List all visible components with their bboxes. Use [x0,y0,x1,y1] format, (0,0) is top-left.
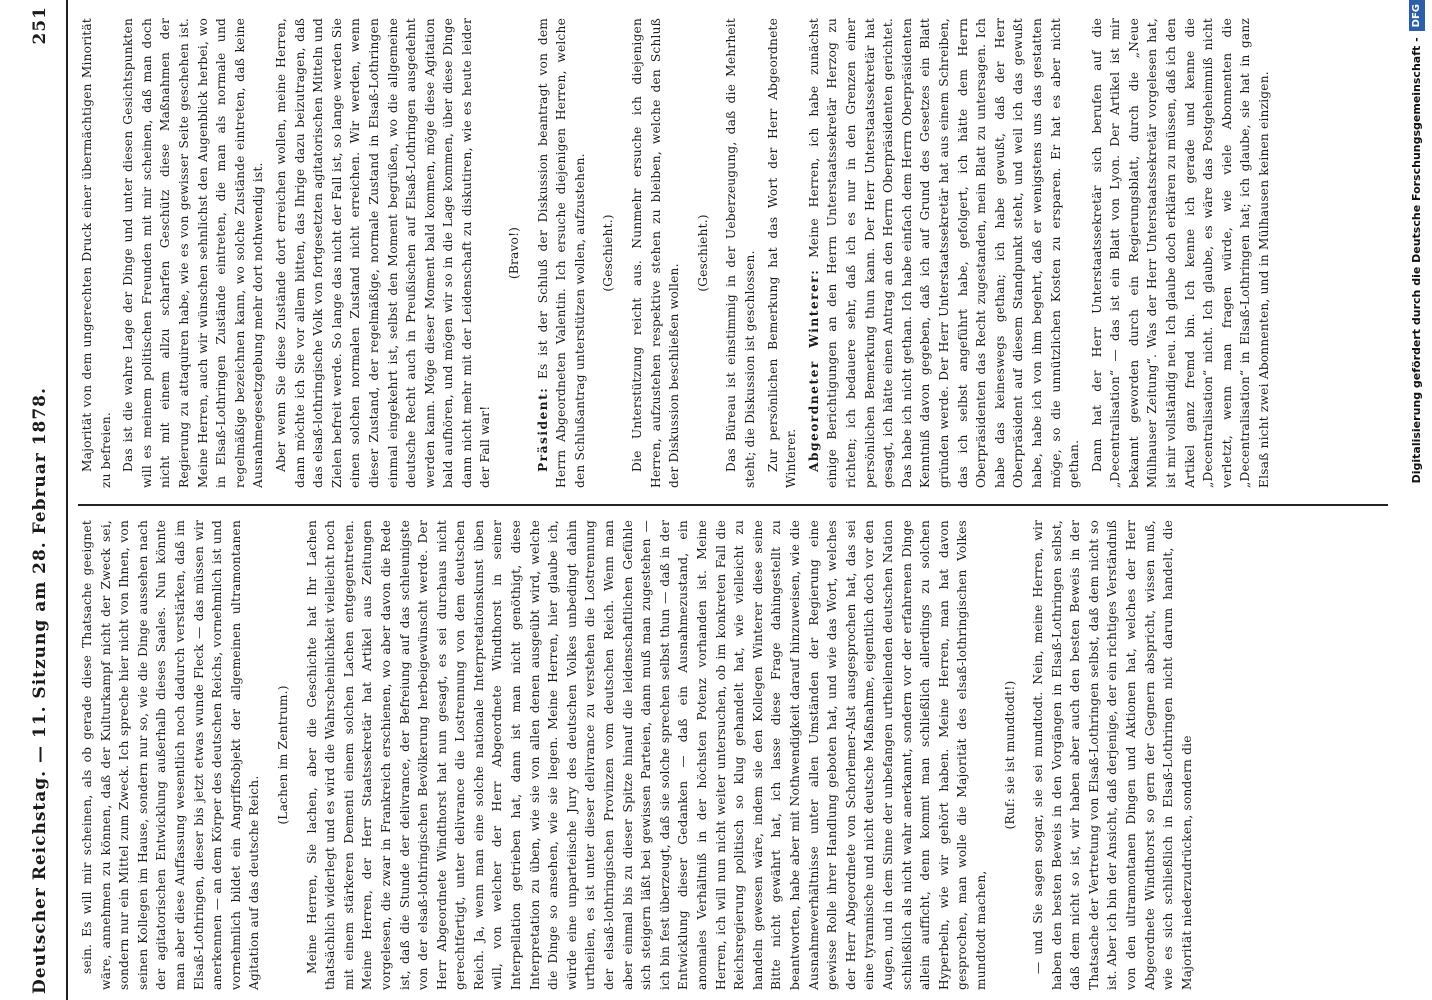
credit-text: Digitalisierung gefördert durch die Deutsche Forschungsgemeinschaft - [1410,37,1423,484]
paragraph: — und Sie sagen sogar, sie sei mundtodt. Nein, meine Herren, wir haben den besten Beweis in den Vorgängen in Elsaß-Lothringen selbst, daß dem nicht so ist, wir haben aber auch den besten Beweis in der Thatsache der Vertretung von Elsaß-Lothringen selbst, daß dem nicht so ist. Aber ich bin der Ansicht, daß derjenige, der ein richtiges Verständniß von den ultramontanen Dingen und Aktionen hat, welches der Herr Abgeordnete Windthorst so gern der Gegnern abspricht, wissen muß, wie es sich schließlich in Elsaß-Lothringen nicht darum handelt, die Majorität niederzudrücken, sondern die [1031,520,1194,990]
paragraph [534,18,590,488]
paragraph: Majorität von dem ungerechten Druck einer übermächtigen Minorität zu befreien. [80,18,113,488]
speaker-label: Präsident: [535,386,550,472]
paragraph [805,18,1084,488]
paragraph: Aber wenn Sie diese Zustände dort erreichen wollen, meine Herren, dann möchte ich Sie vor allem bitten, das Ihrige dazu beizutragen, daß das elsaß-lothringische Volk von fortgesetzten agitatorischen Mitteln und Zielen befreit werde. So lange das nicht der Fall ist, so lange werden Sie einen solchen normalen Zustand nicht erreichen. Wir werden, wenn dieser Zustand, der regelmäßige, normale Zustand in Elsaß-Lothringen einmal eingekehrt ist, selbst den Moment begrüßen, wo die allgemeine deutsche Recht auch in Preußischen auf Elsaß-Lothringen ausgedehnt werden kann. Möge dieser Moment bald kommen, möge diese Agitation bald aufhören, und mögen wir so in die Lage kommen, über diese Dinge dann nicht mehr mit der Leidenschaft zu diskutiren, wie es heute leider der Fall war! [273,18,493,488]
page-number: 251 [30,6,50,45]
stage-direction: (Lachen im Zentrum.) [275,685,290,825]
stage-direction: (Geschieht.) [695,214,710,292]
paragraph: sein. Es will mir scheinen, als ob gerade diese Thatsache geeignet wäre, annehmen zu können, daß der Kulturkampf nicht der Zweck sei, sondern nur ein Mittel zum Zweck. Ich spreche hier nicht von Ihnen, von seinen Kollegen im Hause, sondern nur so, wie die Dinge aussehen nach der agitatorischen Entwicklung außerhalb dieses Saales. Nun könnte man aber diese Auffassung wesentlich noch dadurch verstärken, daß im Elsaß-Lothringen, dieser bis jetzt etwas wunde Fleck — das müssen wir anerkennen — an dem Körper des deutschen Reichs, vornehmlich ist und vornehmlich bildet ein Angriffsobjekt der allgemeinen ultramontanen Agitation auf das deutsche Reich. [80,520,262,990]
credit-strip [1404,0,1430,1000]
column-divider [78,504,1388,506]
stage-direction: (Ruf: sie ist mundtodt!) [1002,680,1017,830]
paragraph: Das Büreau ist einstimmig in der Ueberzeugung, daß die Mehrheit steht; die Diskussion ist geschlossen. [724,18,757,488]
right-text-column [78,18,1388,488]
speaker-label: Abgeordneter Winterer: [806,268,821,472]
dfg-logo: DFG [1409,0,1425,31]
paragraph: Zur persönlichen Bemerkung hat das Wort der Herr Abgeordnete Winterer. [765,18,799,488]
running-title: Deutscher Reichstag. — 11. Sitzung am 28. Februar 1878. [30,387,50,994]
speech-text: Meine Herren, ich habe zunächst einige Berichtigungen an den Herrn Unterstaatssekretär Herzog zu richten; ich bedauere sehr, daß ich es nur in den Grenzen einer persönlichen Bemerkung thun kann. Der Herr Unterstaatssekretär hat gesagt, ich hätte einen Antrag an den Herrn Oberpräsidenten gerichtet. Das habe ich nicht gethan. Ich habe einfach dem Herrn Oberpräsidenten Kenntniß davon gegeben, daß ich auf Grund des Gesetzes ein Blatt gründen werde. Der Herr Unterstaatssekretär hat aus einem Schreiben, das ich selbst angeführt habe, gefolgert, ich hätte dem Herrn Oberpräsidenten das Recht zugestanden, mein Blatt zu untersagen. Ich habe das keineswegs gethan; ich habe gewußt, daß der Herr Oberpräsident auf diesem Standpunkt steht, und weil ich das gewußt habe, habe ich von ihm begehrt, daß er wenigstens uns das gestatten möge, so die unnützlichen Kosten zu ersparen. Er hat es aber nicht gethan. [806,18,1082,488]
stage-direction: (Geschieht.) [601,214,616,292]
stage-direction: (Bravo!) [507,226,522,280]
rotated-page-content [8,0,1398,1000]
digitization-credit [1404,0,1430,1000]
page-header [8,0,68,1000]
paragraph: Das ist die wahre Lage der Dinge und unter diesen Gesichtspunkten will es meinem politischen Freunden mit mir scheinen, daß man doch nicht mit einem allzu scharfen Geschütz diese Maßnahmen der Regierung zu attaquiren habe, wie es von gewisser Seite geschehen ist. Meine Herren, auch wir wünschen sehnlichst den Augenblick herbei, wo in Elsaß-Lothringen Zustände eintreten, die man als normale und regelmäßige bezeichnen kann, wo solche Zustände eintreten, daß keine Ausnahmegesetzgebung mehr dort nothwendig ist. [121,18,266,488]
paragraph: Dann hat der Herr Unterstaatssekretär sich berufen auf die „Decentralisation“ — das ist ein Blatt von Lyon. Der Artikel ist mir bekannt geworden durch ein Regierungsblatt, durch die „Neue Mülhauser Zeitung“. Was der Herr Unterstaatssekretär vorgelesen hat, ist mir vollständig neu. Ich glaube doch erklären zu müssen, daß ich den Artikel ganz fremd bin. Ich kenne ich gerade und kenne die „Decentralisation“ nicht. Ich glaube, es wäre das Postgeheimniß nicht verletzt, wenn man fragen würde, wie viele Abonnenten die „Decentralisation“ in Elsaß-Lothringen hat; ich glaube, sie hat in ganz Elsaß nicht zwei Abonnenten, und in Mülhausen keinen einzigen. [1089,18,1272,488]
paragraph: Die Unterstützung reicht aus. Nunmehr ersuche ich diejenigen Herren, aufzustehen respektive stehen zu bleiben, welche den Schluß der Diskussion beschließen wollen. [630,18,682,488]
speech-text: Es ist der Schluß der Diskussion beantragt von dem Herrn Abgeordneten Valentin. Ich ersuche diejenigen Herren, welche den Schlußantrag unterstützen wollen, aufzustehen. [535,18,587,488]
left-text-column [78,520,1388,990]
paragraph: Meine Herren, Sie lachen, aber die Geschichte hat Ihr Lachen thatsächlich widerlegt und es wird die Wahrscheinlichkeit vielleicht noch mit einem stärkeren Dementi einem solchen Lachen entgegentreten. Meine Herren, der Herr Staatssekretär hat Artikel aus Zeitungen vorgelesen, die zwar in Frankreich erschienen, wo aber davon die Rede ist, daß die Stunde der delivrance, der Befreiung auf das schleunigste von der elsaß-lothringischen Bevölkerung herbeigewünscht werde. Der Herr Abgeordnete Windthorst hat nun gesagt, es sei durchaus nicht gerechtfertigt, unter delivrance die Lostrennung von dem deutschen Reich. Ja, wenn man eine solche nationale Interpretationskunst üben will, von welcher der Herr Abgeordnete Windthorst in seiner Interpellation getrieben hat, dann ist man nicht genöthigt, diese Interpretation zu üben, wie sie von allen denen ausgeübt wird, welche die Dinge so ansehen, wie sie liegen. Meine Herren, hier glaube ich, würde eine unparteiische Jury des deutschen Volkes unbedingt dahin urtheilen, es ist unter dieser delivrance zu verstehen die Lostrennung der elsaß-lothringischen Provinzen vom deutschen Reich. Wenn man aber einmal bis zu dieser Spitze hinauf die leidenschaftlichen Gefühle sich steigern läßt bei gewissen Parteien, dann muß man zugestehen — ich bin fest überzeugt, daß sie solche sprechen selbst thun — daß in der Entwicklung dieser Gedanken — daß ein Ausnahmezustand, ein anomales Verhältniß in der höchsten Potenz vorhanden ist. Meine Herren, ich will nun nicht weiter untersuchen, ob im konkreten Fall die Reichsregierung politisch so klug gehandelt hat, wie vielleicht zu handeln gewesen wäre, indem sie den Kollegen Winterer diese seine Bitte nicht gewährt hat, ich lasse diese Frage dahingestellt zu beantworten, habe aber mit Nothwendigkeit darauf hinzuweisen, wie die Ausnahmeverhältnisse unter allen Umständen der Regierung eine gewisse Rolle ihrer Handlung geboten hat, und wie das Wort, welches der Herr Abgeordnete von Schorlemer-Alst ausgesprochen hat, das sei eine tyrannische und nicht deutsche Maßnahme, eigentlich doch vor den Augen, und in dem Sinne der unbefangen urtheilenden deutschen Nation schließlich als nicht wahr anerkannt, sondern vor der erfahrenen Dinge allein aufficht, denn kommt man schließlich allerdings zu solchen Hyperbeln, wie wir gehört haben. Meine Herren, man hat davon gesprochen, man wolle die Majorität des elsaß-lothringischen Volkes mundtodt machen, [304,520,988,990]
